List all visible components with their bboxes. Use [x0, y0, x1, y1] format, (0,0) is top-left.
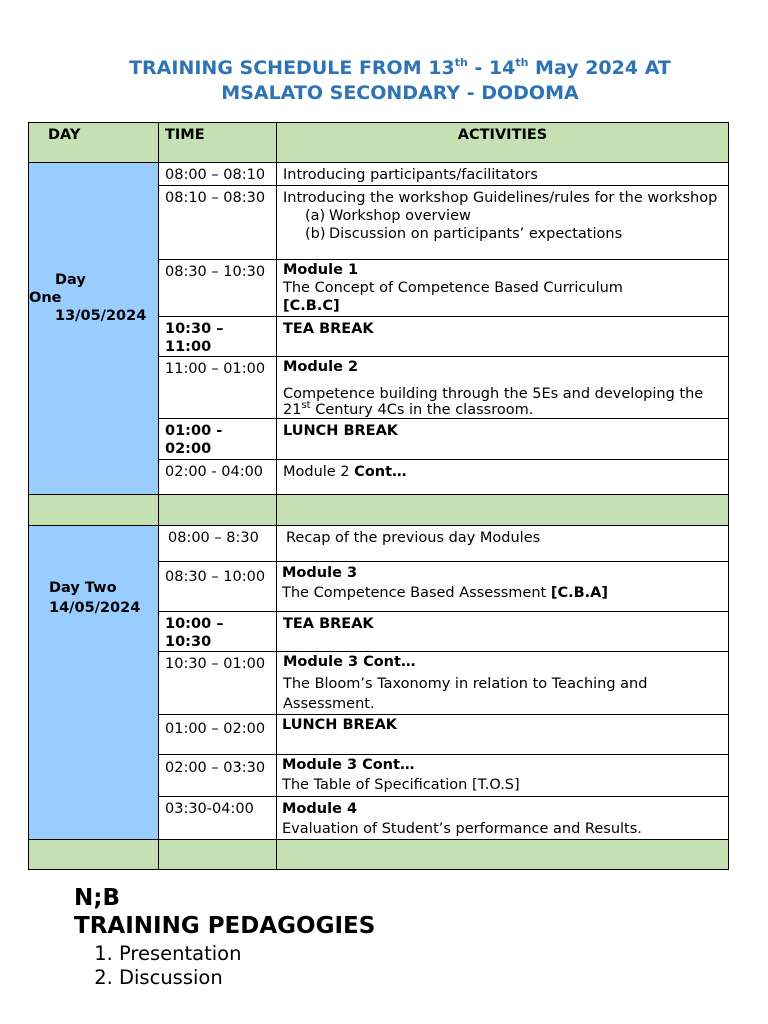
activity-text: Introducing the workshop Guidelines/rules for the workshop	[283, 190, 718, 206]
time-cell: 01:00 - 02:00	[158, 418, 277, 460]
activity-cell: LUNCH BREAK	[276, 418, 729, 460]
activity-cell: Introducing participants/facilitators	[276, 162, 729, 186]
activity-extra: [C.B.C]	[283, 298, 340, 314]
day-one-date: 13/05/2024	[55, 308, 147, 324]
separator-cell	[28, 494, 159, 526]
day-one-cell	[28, 162, 159, 495]
separator-cell	[158, 839, 277, 870]
module-heading: Module 3 Cont…	[282, 757, 415, 773]
activity-cell: Module 2 Cont…	[276, 459, 729, 495]
header-day: DAY	[28, 122, 159, 163]
time-cell: 01:00 – 02:00	[158, 714, 277, 755]
activity-cell	[276, 561, 729, 612]
document-title-line-2: MSALATO SECONDARY - DODOMA	[221, 82, 579, 104]
activity-cell	[276, 185, 729, 260]
activity-text: The Concept of Competence Based Curriculum	[283, 280, 623, 296]
day-two-label: Day Two	[49, 580, 117, 596]
activity-cell: TEA BREAK	[276, 316, 729, 357]
day-one-label: Day	[55, 272, 86, 288]
time-cell: 08:00 – 08:10	[158, 162, 277, 186]
activity-text: The Bloom’s Taxonomy in relation to Teaching and Assessment.	[283, 676, 648, 712]
nb-label: N;B	[74, 885, 120, 911]
activity-cell	[276, 651, 729, 715]
pedagogies-list	[74, 942, 375, 990]
time-cell: 10:30 – 11:00	[158, 316, 277, 357]
time-cell: 08:00 – 8:30	[158, 525, 277, 562]
time-cell: 10:00 – 10:30	[158, 611, 277, 652]
day-one-label-2: One	[29, 290, 62, 306]
day-two-date: 14/05/2024	[49, 600, 141, 616]
activity-cell	[276, 259, 729, 317]
header-activities: ACTIVITIES	[276, 122, 729, 163]
activity-text: Evaluation of Student’s performance and Results.	[282, 821, 642, 837]
document-title-line-1: TRAINING SCHEDULE FROM 13th - 14th May 2024 AT	[129, 56, 671, 79]
time-cell: 08:30 – 10:30	[158, 259, 277, 317]
module-heading: Module 2	[283, 359, 359, 375]
separator-cell	[276, 494, 729, 526]
time-cell: 02:00 – 03:30	[158, 754, 277, 797]
activity-text: Competence building through the 5Es and developing the 21st Century 4Cs in the classroom.	[283, 386, 704, 418]
activity-cell	[276, 796, 729, 840]
activity-text: The Competence Based Assessment [C.B.A]	[282, 585, 609, 601]
activity-cell	[276, 754, 729, 797]
schedule-table	[28, 122, 729, 870]
activity-cell: Recap of the previous day Modules	[276, 525, 729, 562]
time-cell: 03:30-04:00	[158, 796, 277, 840]
pedagogies-heading: TRAINING PEDAGOGIES	[74, 913, 376, 939]
notes-section	[74, 884, 375, 990]
separator-cell	[276, 839, 729, 870]
header-time: TIME	[158, 122, 277, 163]
separator-cell	[158, 494, 277, 526]
activity-cell	[276, 356, 729, 419]
time-cell: 11:00 – 01:00	[158, 356, 277, 419]
time-cell: 08:30 – 10:00	[158, 561, 277, 612]
module-heading: Module 3	[282, 565, 358, 581]
sub-item: (a) Workshop overview	[305, 208, 471, 224]
time-cell: 08:10 – 08:30	[158, 185, 277, 260]
separator-cell	[28, 839, 159, 870]
activity-cell: TEA BREAK	[276, 611, 729, 652]
day-two-cell	[28, 525, 159, 840]
list-item: 2. Discussion	[119, 966, 375, 990]
sub-item: (b) Discussion on participants’ expectations	[305, 226, 623, 242]
list-item: 1. Presentation	[119, 942, 375, 966]
activity-cell: LUNCH BREAK	[276, 714, 729, 755]
module-heading: Module 4	[282, 801, 358, 817]
module-heading: Module 3 Cont…	[283, 654, 416, 670]
time-cell: 02:00 - 04:00	[158, 459, 277, 495]
time-cell: 10:30 – 01:00	[158, 651, 277, 715]
activity-text: The Table of Specification [T.O.S]	[282, 777, 520, 793]
module-heading: Module 1	[283, 262, 359, 278]
